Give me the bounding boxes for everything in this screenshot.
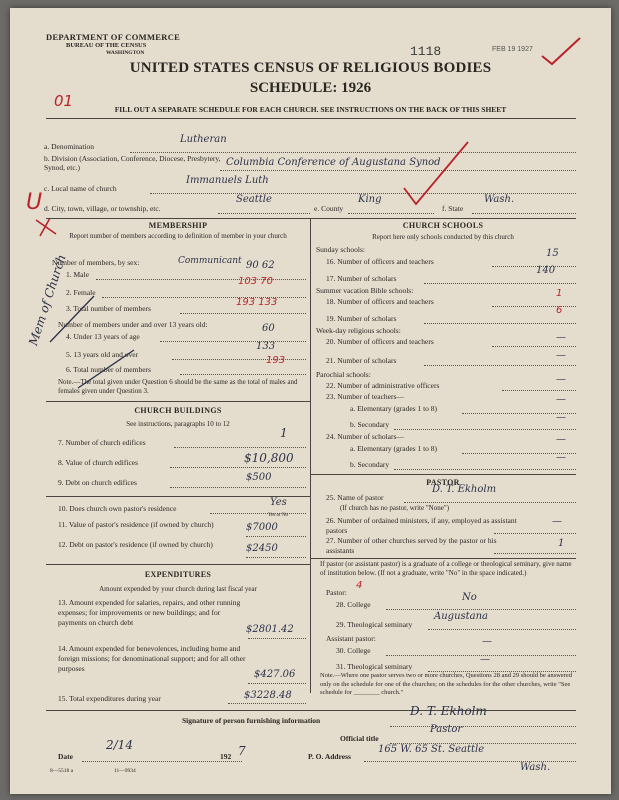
residence-debt-label: 12. Debt on pastor's residence (if owned by church)	[58, 540, 213, 549]
field-line	[180, 313, 306, 314]
signature-label: Signature of person furnishing information	[182, 716, 321, 725]
total-expenditures-label: 15. Total expenditures during year	[58, 694, 161, 703]
other-churches-label: 27. Number of other churches served by the pastor or his assistants	[326, 536, 497, 555]
assistant-pastor-label: Assistant pastor:	[326, 634, 376, 643]
teachers-elementary-label: a. Elementary (grades 1 to 8)	[350, 404, 438, 413]
teachers-secondary-value: —	[556, 412, 566, 423]
official-title-value: Pastor	[430, 724, 463, 735]
field-line	[246, 536, 306, 537]
total-members-value: 193 133	[236, 297, 278, 308]
print-number: 11—9934	[114, 768, 136, 774]
seminary-value: Augustana	[434, 611, 489, 622]
denomination-label: a. Denomination	[44, 142, 94, 151]
membership-note: Note.—The total given under Question 6 should be the same as the total of males and females given under Question 3.	[58, 378, 298, 395]
weekday-teachers-label: 20. Number of officers and teachers	[326, 337, 434, 346]
vacation-teachers-label: 18. Number of officers and teachers	[326, 297, 434, 306]
stamp-number: 1118	[410, 44, 442, 59]
field-line	[428, 629, 576, 630]
assistant-count-label: 26. Number of ordained ministers, if any, employed as assistant pastors	[326, 516, 517, 535]
vacation-teachers-value: 1	[556, 288, 563, 299]
vacation-scholars-value: 6	[556, 305, 563, 316]
pastor-sub-label: Pastor:	[326, 588, 347, 597]
field-line	[390, 726, 576, 727]
divider	[46, 401, 310, 402]
schedule-title: SCHEDULE: 1926	[249, 80, 372, 96]
assistant-seminary-label: 31. Theological seminary	[336, 662, 413, 671]
edifices-label: 7. Number of church edifices	[58, 438, 146, 447]
pastor-mark: 4	[356, 580, 363, 591]
field-line	[180, 374, 306, 375]
city-label: WASHINGTON	[106, 50, 145, 56]
date-label: Date	[58, 752, 73, 761]
divider	[310, 558, 576, 559]
parochial-schools-label: Parochial schools:	[316, 370, 371, 379]
margin-code: 01	[54, 92, 74, 110]
official-title-label: Official title	[340, 734, 379, 743]
weekday-teachers-value: —	[556, 332, 566, 343]
assistant-seminary-value: —	[480, 654, 490, 665]
field-line	[210, 513, 306, 514]
census-form	[10, 8, 611, 794]
residence-debt-value: $2450	[246, 543, 278, 554]
form-title: UNITED STATES CENSUS OF RELIGIOUS BODIES	[129, 60, 492, 76]
pastor-name-value: D. T. Ekholm	[432, 484, 497, 495]
margin-note: Mem of Church	[26, 252, 69, 348]
edifice-debt-value: $500	[246, 472, 272, 483]
teachers-secondary-label: b. Secondary	[350, 420, 390, 429]
field-line	[404, 502, 576, 503]
sunday-schools-label: Sunday schools:	[316, 245, 365, 254]
buildings-heading: CHURCH BUILDINGS	[134, 406, 222, 415]
pastor-note: Note.—Where one pastor serves two or more churches, Questions 28 and 29 should be answered only on the schedule for one of the churches; on the schedules for the other churches, write "See schedule for ________ church."	[320, 672, 572, 696]
state-label: f. State	[442, 204, 464, 213]
parochial-officers-value: —	[556, 374, 566, 385]
yes-no-hint: Yes or No	[268, 513, 289, 518]
division-value: Columbia Conference of Augustana Synod	[226, 157, 441, 168]
running-expenses-value: $2801.42	[246, 624, 294, 635]
residence-value: $7000	[246, 522, 278, 533]
weekday-schools-label: Week-day religious schools:	[316, 326, 401, 335]
teachers-elementary-value: —	[556, 394, 566, 405]
field-line	[394, 429, 576, 430]
field-line	[424, 323, 576, 324]
division-label: b. Division (Association, Conference, Diocese, Presbytery, Synod, etc.)	[44, 154, 221, 172]
sunday-teachers-label: 16. Number of officers and teachers	[326, 257, 434, 266]
membership-heading: MEMBERSHIP	[148, 221, 208, 230]
total-by-age-value: 193	[266, 355, 286, 366]
benevolences-value: $427.06	[254, 669, 296, 680]
schools-sub: Report here only schools conducted by this church	[372, 233, 514, 241]
field-line	[424, 365, 576, 366]
residence-owned-value: Yes	[270, 497, 287, 508]
red-check-strike	[394, 138, 474, 218]
female-label: 2. Female	[66, 288, 96, 297]
column-divider	[310, 218, 311, 693]
under-13-value: 60	[262, 323, 275, 334]
year-value: 7	[238, 744, 246, 758]
field-line	[386, 609, 576, 610]
pastor-name-hint: (If church has no pastor, write "None")	[340, 504, 450, 512]
state-value: Wash.	[484, 194, 515, 205]
seminary-label: 29. Theological seminary	[336, 620, 413, 629]
form-number: 8—5518 a	[50, 768, 74, 774]
field-line	[160, 341, 306, 342]
communicant-note: Communicant	[178, 256, 242, 266]
county-value: King	[358, 194, 382, 205]
edifice-debt-label: 9. Debt on church edifices	[58, 478, 137, 487]
city-value: Seattle	[236, 194, 272, 205]
field-line	[492, 346, 576, 347]
field-line	[248, 683, 306, 684]
age-group-label: Number of members under and over 13 years old:	[58, 320, 208, 329]
college-label: 28. College	[336, 600, 371, 609]
field-line	[96, 279, 306, 280]
membership-intro: Report number of members according to definition of member in your church	[69, 232, 287, 240]
field-line	[492, 266, 576, 267]
scholars-secondary-value: —	[556, 452, 566, 463]
city-field-label: d. City, town, village, or township, etc.	[44, 204, 161, 213]
field-line	[248, 638, 306, 639]
assistant-college-label: 30. College	[336, 646, 371, 655]
assistant-count-value: —	[552, 516, 562, 527]
field-line	[172, 359, 306, 360]
field-line	[174, 447, 306, 448]
po-address-value: 165 W. 65 St. Seattle	[378, 744, 485, 755]
margin-mark: U	[26, 190, 43, 215]
male-value: 90 62	[246, 260, 275, 271]
local-name-label: c. Local name of church	[44, 184, 117, 193]
divider	[46, 564, 310, 565]
expenditures-sub: Amount expended by your church during last fiscal year	[99, 585, 257, 593]
field-line	[424, 283, 576, 284]
over-13-value: 133	[256, 341, 276, 352]
field-line	[502, 390, 576, 391]
divider	[46, 218, 576, 219]
field-line	[130, 152, 576, 153]
sunday-scholars-label: 17. Number of scholars	[326, 274, 397, 283]
bureau-label: BUREAU OF THE CENSUS	[66, 42, 147, 49]
date-value: 2/14	[106, 738, 133, 752]
edifice-value-label: 8. Value of church edifices	[58, 458, 139, 467]
field-line	[494, 533, 576, 534]
pastor-heading: PASTOR	[426, 478, 460, 487]
field-line	[472, 213, 576, 214]
red-ink-strike	[48, 290, 138, 390]
sunday-teachers-value: 15	[546, 248, 559, 259]
scholars-elementary-label: a. Elementary (grades 1 to 8)	[350, 444, 438, 453]
total-expenditures-value: $3228.48	[244, 690, 292, 701]
stamp-date: FEB 19 1927	[492, 46, 533, 53]
field-line	[218, 213, 310, 214]
field-line	[170, 487, 306, 488]
other-churches-value: 1	[558, 538, 565, 549]
over-13-label: 5. 13 years old and over	[66, 350, 139, 359]
divider	[310, 474, 576, 475]
year-prefix: 192	[220, 752, 232, 761]
total-members-label: 3. Total number of members	[66, 304, 151, 313]
expenditures-heading: EXPENDITURES	[144, 570, 212, 579]
sunday-scholars-value: 140	[536, 265, 556, 276]
sex-label: Number of members, by sex:	[52, 258, 140, 267]
residence-value-label: 11. Value of pastor's residence (if owned by church)	[58, 520, 214, 529]
schools-heading: CHURCH SCHOOLS	[402, 221, 484, 230]
vacation-schools-label: Summer vacation Bible schools:	[316, 286, 414, 295]
field-line	[228, 703, 306, 704]
female-value: 103 70	[238, 276, 273, 287]
field-line	[82, 761, 242, 762]
running-expenses-label: 13. Amount expended for salaries, repairs, and other running expenses; for improvements or new buildings; and for payments on church debt	[58, 598, 241, 627]
po-address-label: P. O. Address	[308, 752, 351, 761]
divider	[46, 118, 576, 119]
county-label: e. County	[314, 204, 344, 213]
benevolences-label: 14. Amount expended for benevolences, including home and foreign missions; for denominational support; and for all other purposes	[58, 644, 246, 673]
field-line	[394, 469, 576, 470]
parochial-teachers-label: 23. Number of teachers—	[326, 392, 404, 401]
scholars-secondary-label: b. Secondary	[350, 460, 390, 469]
local-name-value: Immanuels Luth	[186, 175, 269, 186]
pastor-name-label: 25. Name of pastor	[326, 493, 384, 502]
department-label: DEPARTMENT OF COMMERCE	[46, 32, 181, 42]
field-line	[170, 467, 306, 468]
parochial-officers-label: 22. Number of administrative officers	[326, 381, 440, 390]
edifice-value: $10,800	[244, 451, 294, 465]
signature-value: D. T. Ekholm	[410, 704, 487, 718]
edifices-value: 1	[280, 426, 288, 440]
pastor-instructions: If pastor (or assistant pastor) is a graduate of a college or theological seminary, give name of institution below. (If not a graduate, write "No" in the space indicated.)	[320, 560, 572, 577]
field-line	[246, 557, 306, 558]
scholars-elementary-value: —	[556, 434, 566, 445]
weekday-scholars-value: —	[556, 350, 566, 361]
total-by-age-label: 6. Total number of members	[66, 365, 151, 374]
college-value: No	[462, 592, 477, 603]
po-address-state: Wash.	[520, 762, 551, 773]
field-line	[494, 553, 576, 554]
assistant-college-value: —	[482, 636, 492, 647]
vacation-scholars-label: 19. Number of scholars	[326, 314, 397, 323]
weekday-scholars-label: 21. Number of scholars	[326, 356, 397, 365]
field-line	[492, 306, 576, 307]
instructions-banner: FILL OUT A SEPARATE SCHEDULE FOR EACH CHURCH. SEE INSTRUCTIONS ON THE BACK OF THIS SHEET	[114, 105, 507, 114]
residence-owned-label: 10. Does church own pastor's residence	[58, 504, 177, 513]
denomination-value: Lutheran	[180, 134, 227, 145]
divider	[46, 710, 576, 711]
under-13-label: 4. Under 13 years of age	[66, 332, 140, 341]
parochial-scholars-label: 24. Number of scholars—	[326, 432, 404, 441]
male-label: 1. Male	[66, 270, 89, 279]
buildings-sub: See instructions, paragraphs 10 to 12	[126, 420, 230, 428]
